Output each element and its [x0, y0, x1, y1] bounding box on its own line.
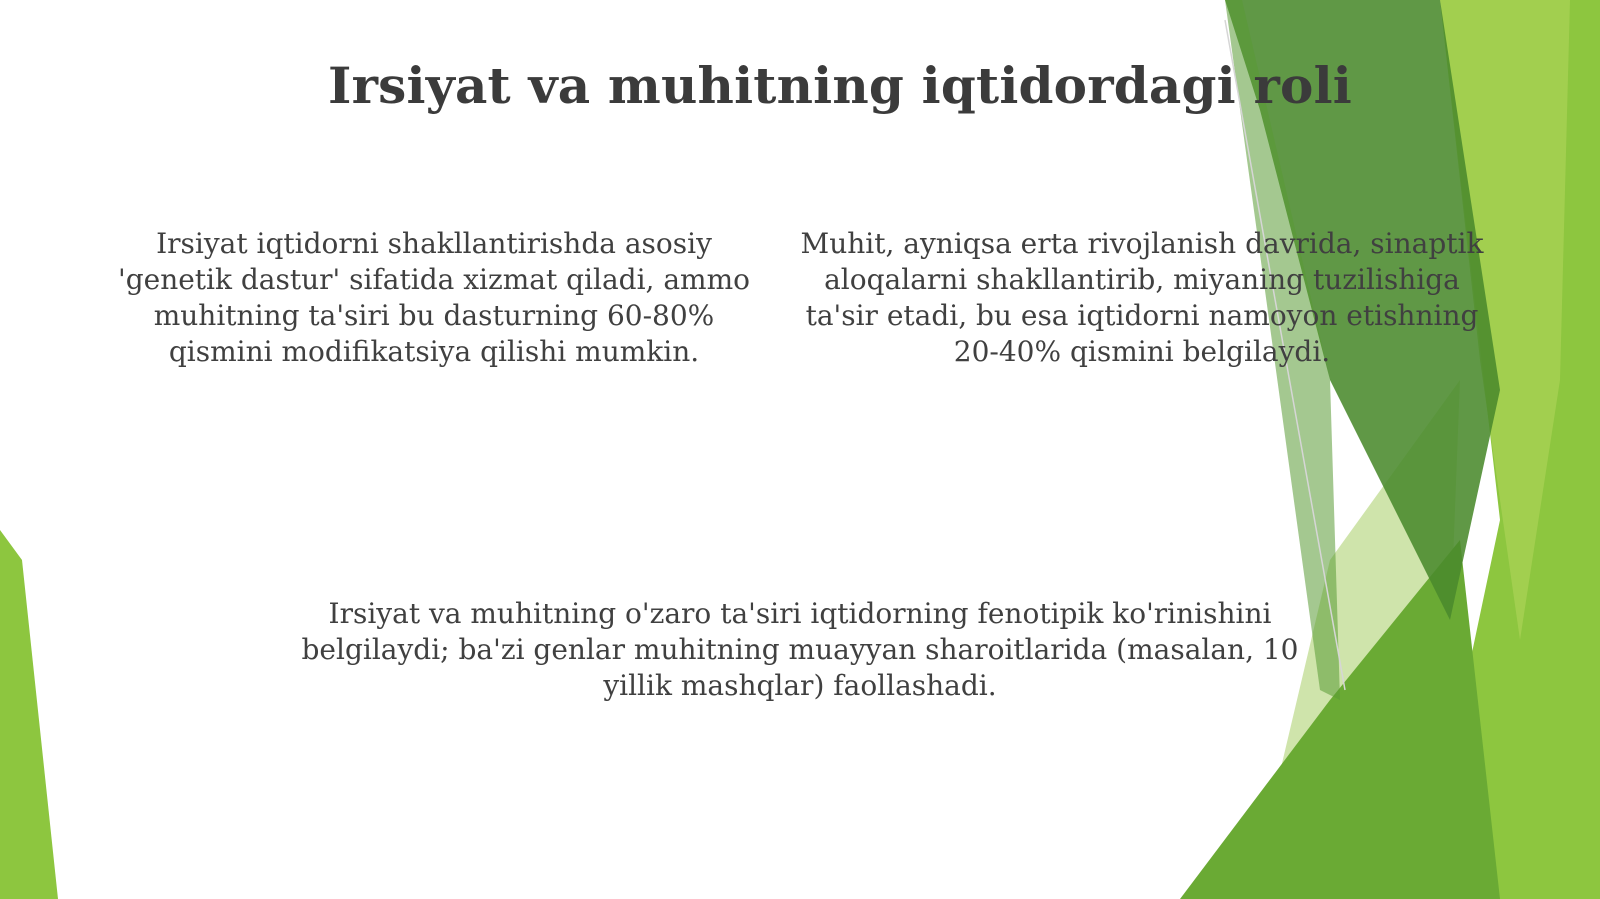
paragraph-environment: Muhit, ayniqsa erta rivojlanish davrida, sinaptik aloqalarni shakllantirib, miyaning tuzilishiga ta'sir etadi, bu esa iqtidorni namoyon etishning 20-40% qismini belgilaydi. — [800, 227, 1484, 368]
left-green-shape — [0, 530, 58, 899]
paragraph-heredity: Irsiyat iqtidorni shakllantirishda asosiy 'genetik dastur' sifatida xizmat qiladi, ammo muhitning ta'siri bu dasturning 60-80% qismini modifikatsiya qilishi mumkin. — [118, 227, 750, 368]
paragraph-interaction: Irsiyat va muhitning o'zaro ta'siri iqtidorning fenotipik ko'rinishini belgilaydi; ba'zi genlar muhitning muayyan sharoitlarida (masalan, 10 yillik mashqlar) faollashadi. — [301, 597, 1299, 702]
slide-title: Irsiyat va muhitning iqtidordagi roli — [328, 56, 1352, 115]
